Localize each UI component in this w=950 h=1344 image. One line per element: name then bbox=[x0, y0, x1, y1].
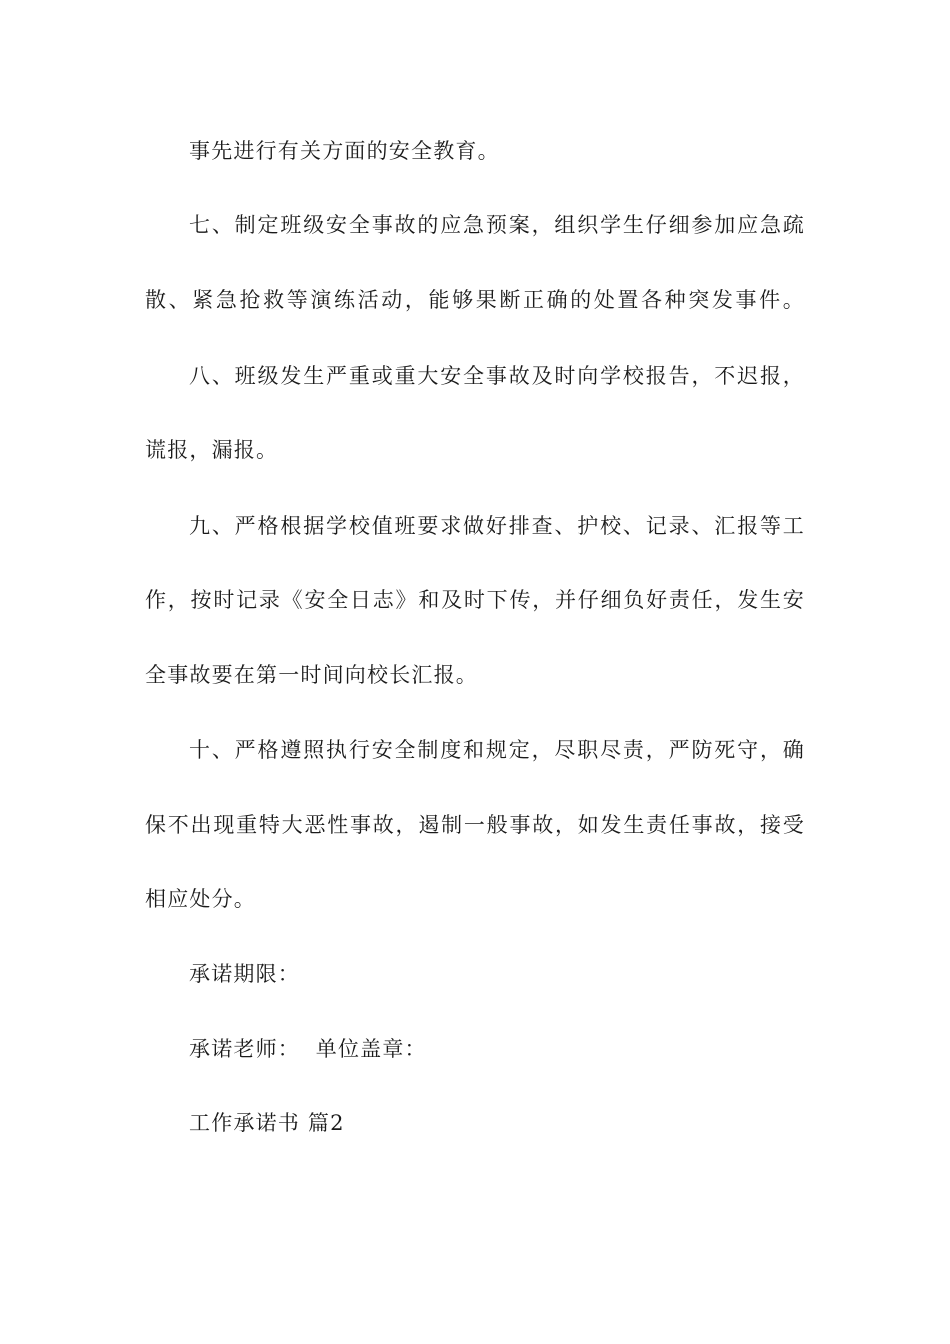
signature-label: 承诺老师： 单位盖章： bbox=[189, 1037, 427, 1061]
paragraph-line: 事先进行有关方面的安全教育。 bbox=[189, 139, 500, 163]
paragraph-line: 八、班级发生严重或重大安全事故及时向学校报告，不迟报， bbox=[189, 364, 805, 388]
paragraph-line: 保不出现重特大恶性事故，遏制一般事故，如发生责任事故，接受 bbox=[145, 813, 805, 837]
paragraph-line: 七、制定班级安全事故的应急预案，组织学生仔细参加应急疏 bbox=[189, 213, 805, 237]
commitment-period-label: 承诺期限： bbox=[189, 962, 300, 986]
paragraph-line: 散、紧急抢救等演练活动，能够果断正确的处置各种突发事件。 bbox=[145, 288, 805, 312]
paragraph-line: 谎报，漏报。 bbox=[145, 438, 279, 462]
paragraph-line: 十、严格遵照执行安全制度和规定，尽职尽责，严防死守，确 bbox=[189, 738, 805, 762]
paragraph-line: 九、严格根据学校值班要求做好排查、护校、记录、汇报等工 bbox=[189, 514, 805, 538]
paragraph-line: 全事故要在第一时间向校长汇报。 bbox=[145, 663, 478, 687]
section-heading: 工作承诺书 篇2 bbox=[189, 1111, 345, 1135]
paragraph-line: 相应处分。 bbox=[145, 887, 256, 911]
paragraph-line: 作，按时记录《安全日志》和及时下传，并仔细负好责任，发生安 bbox=[145, 588, 805, 612]
